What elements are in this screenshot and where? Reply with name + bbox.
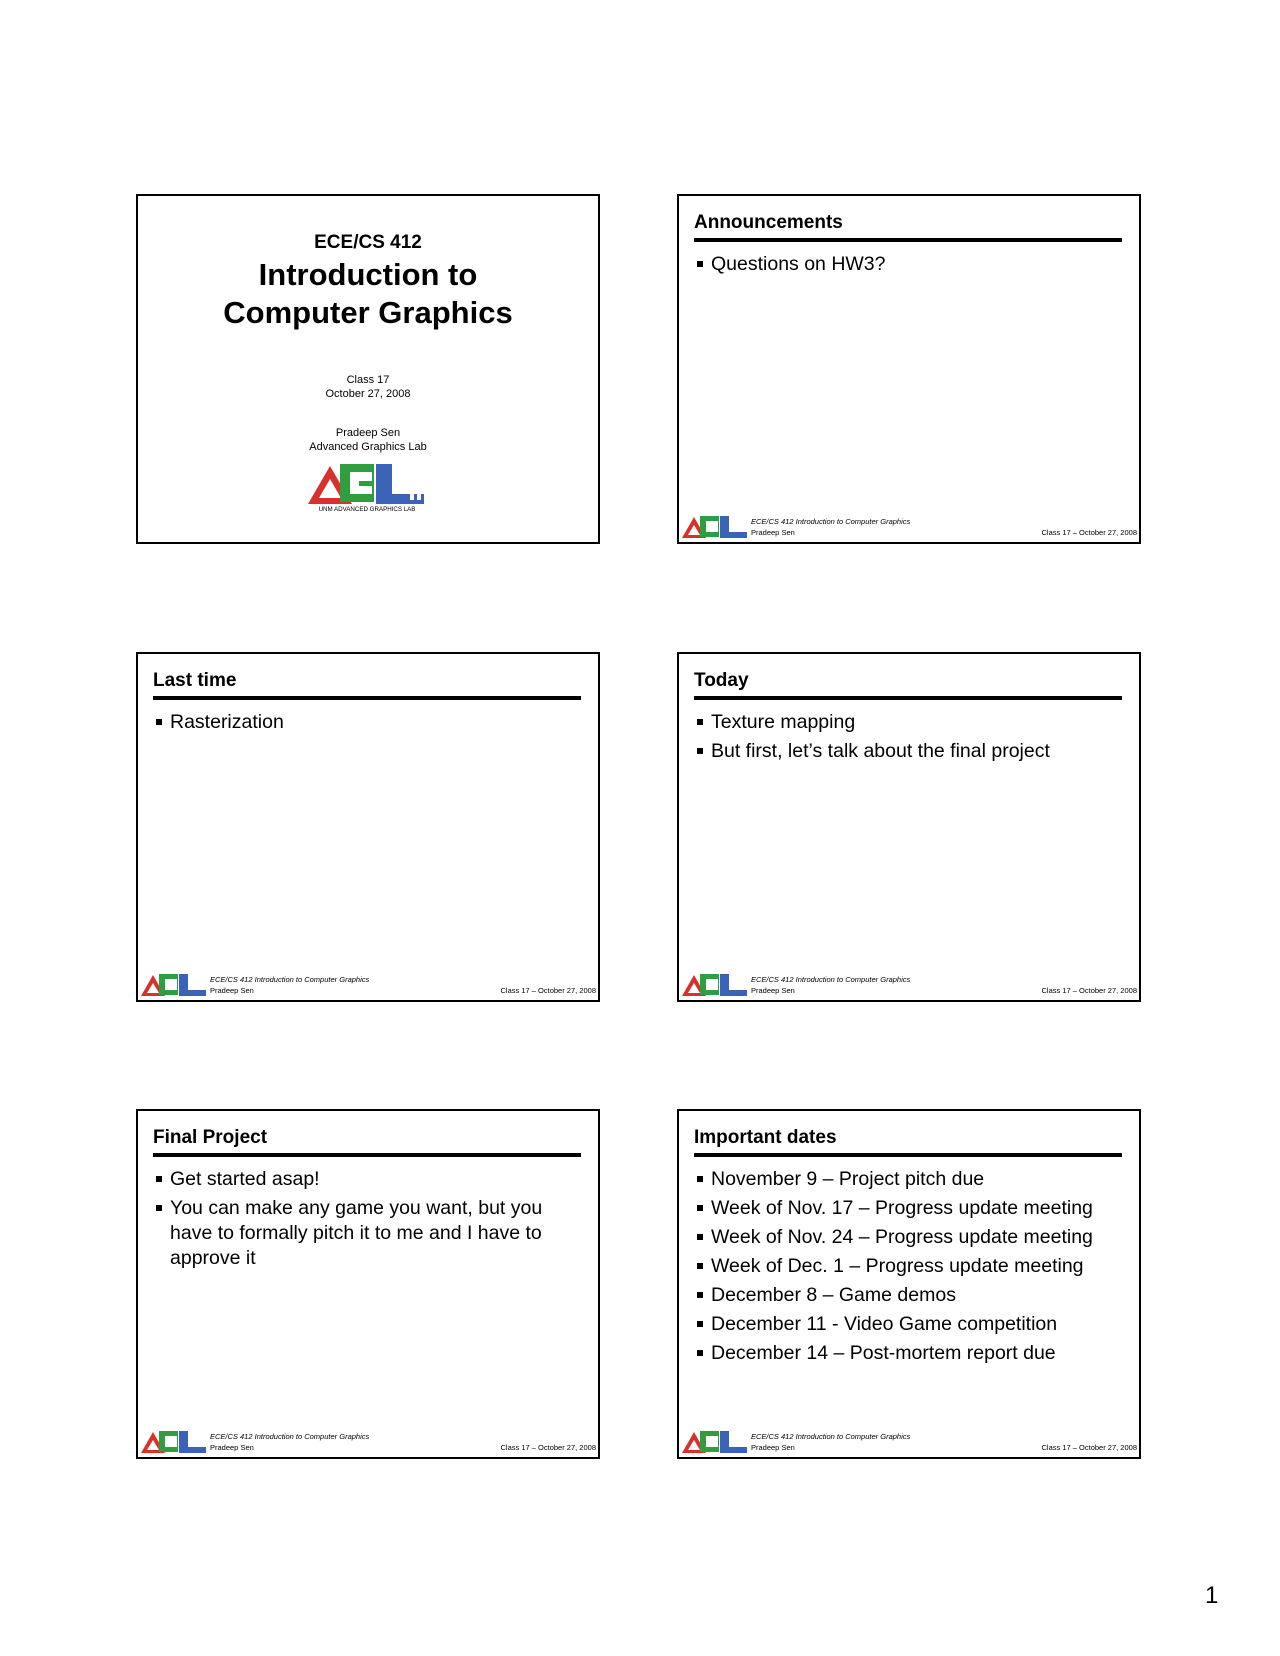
footer-course: ECE/CS 412 Introduction to Computer Graphics (751, 975, 911, 984)
bullet-list (694, 1167, 1125, 1370)
footer-course: ECE/CS 412 Introduction to Computer Graphics (210, 975, 370, 984)
bullet-item: Questions on HW3? (694, 252, 1125, 277)
bullet-list (694, 252, 1125, 281)
bullet-list (153, 1167, 584, 1275)
footer-date: Class 17 – October 27, 2008 (1041, 986, 1137, 995)
author-name: Pradeep Sen (335, 427, 401, 439)
slide-title (136, 194, 600, 544)
footer-author: Pradeep Sen (751, 1443, 795, 1452)
bullet-item: November 9 – Project pitch due (694, 1167, 1125, 1192)
logo-caption: UNM ADVANCED GRAPHICS LAB (318, 506, 416, 512)
footer-author: Pradeep Sen (210, 1443, 254, 1452)
slide-final-project (136, 1109, 600, 1459)
lab-name: Advanced Graphics Lab (309, 441, 427, 453)
bullet-item: Week of Nov. 24 – Progress update meeting (694, 1225, 1125, 1250)
slide-footer (140, 1429, 596, 1455)
heading-rule (694, 1153, 1122, 1157)
slide-last-time (136, 652, 600, 1002)
bullet-item: December 14 – Post-mortem report due (694, 1341, 1125, 1366)
class-number: Class 17 (346, 374, 390, 386)
bullet-list (694, 710, 1125, 768)
slide-heading: Important dates (694, 1127, 837, 1148)
agl-logo-small (681, 1429, 749, 1455)
footer-author: Pradeep Sen (210, 986, 254, 995)
bullet-item: Rasterization (153, 710, 584, 735)
slide-heading: Final Project (153, 1127, 268, 1148)
agl-logo-small (681, 972, 749, 998)
footer-author: Pradeep Sen (751, 528, 795, 537)
heading-rule (694, 696, 1122, 700)
bullet-list (153, 710, 584, 739)
slide-heading: Today (694, 670, 749, 691)
bullet-item: December 8 – Game demos (694, 1283, 1125, 1308)
footer-date: Class 17 – October 27, 2008 (500, 1443, 596, 1452)
slide-today (677, 652, 1141, 1002)
slide-footer (140, 972, 596, 998)
bullet-item: But first, let’s talk about the final project (694, 739, 1125, 764)
course-code: ECE/CS 412 (314, 232, 422, 253)
footer-course: ECE/CS 412 Introduction to Computer Graphics (210, 1432, 370, 1441)
footer-course: ECE/CS 412 Introduction to Computer Graphics (751, 1432, 911, 1441)
bullet-item: Week of Nov. 17 – Progress update meeting (694, 1196, 1125, 1221)
bullet-item: Get started asap! (153, 1167, 584, 1192)
agl-logo-small (140, 1429, 208, 1455)
heading-rule (153, 696, 581, 700)
bullet-item: You can make any game you want, but you have to formally pitch it to me and I have to approve it (153, 1196, 584, 1271)
footer-course: ECE/CS 412 Introduction to Computer Graphics (751, 517, 911, 526)
slide-heading: Last time (153, 670, 237, 691)
slide-important-dates (677, 1109, 1141, 1459)
footer-date: Class 17 – October 27, 2008 (500, 986, 596, 995)
class-date: October 27, 2008 (325, 388, 411, 400)
heading-rule (153, 1153, 581, 1157)
main-title-line-1: Introduction to (258, 257, 478, 292)
bullet-item: December 11 - Video Game competition (694, 1312, 1125, 1337)
slide-announcements (677, 194, 1141, 544)
heading-rule (694, 238, 1122, 242)
bullet-item: Texture mapping (694, 710, 1125, 735)
slide-footer (681, 972, 1137, 998)
agl-logo-small (681, 514, 749, 540)
slide-footer (681, 1429, 1137, 1455)
agl-logo-small (140, 972, 208, 998)
footer-date: Class 17 – October 27, 2008 (1041, 528, 1137, 537)
main-title-line-2: Computer Graphics (223, 295, 513, 330)
page-number: 1 (1205, 1582, 1219, 1609)
slide-footer (681, 514, 1137, 540)
agl-logo (306, 460, 428, 512)
footer-author: Pradeep Sen (751, 986, 795, 995)
slide-heading: Announcements (694, 212, 843, 233)
footer-date: Class 17 – October 27, 2008 (1041, 1443, 1137, 1452)
main-title (138, 256, 598, 332)
bullet-item: Week of Dec. 1 – Progress update meeting (694, 1254, 1125, 1279)
